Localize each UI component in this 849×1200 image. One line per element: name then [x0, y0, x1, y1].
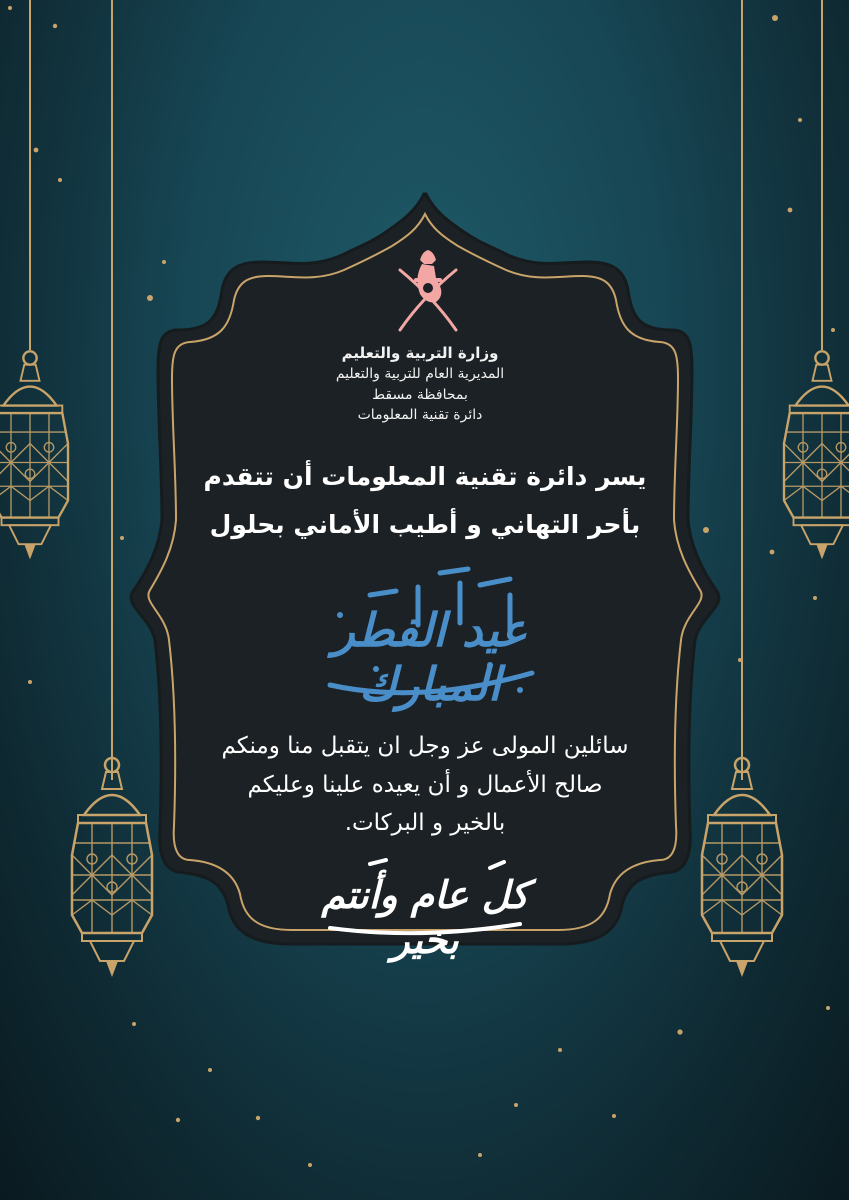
greeting-line-1: يسر دائرة تقنية المعلومات أن تتقدم: [203, 462, 647, 491]
department-name: دائرة تقنية المعلومات: [357, 407, 483, 423]
closing-calligraphy-text: كل عام وأنتم بخير: [321, 872, 529, 962]
greeting-line-2: بأحر التهاني و أطيب الأماني بحلول: [209, 510, 641, 539]
eid-calligraphy-text: عيد الفطر المبارك: [332, 603, 528, 711]
prayer-line-3: بالخير و البركات.: [344, 810, 506, 836]
prayer-line-1: سائلين المولى عز وجل ان يتقبل منا ومنكم: [221, 733, 629, 759]
governorate-name: بمحافظة مسقط: [372, 387, 468, 403]
ministry-name: وزارة التربية والتعليم: [341, 344, 499, 362]
closing-calligraphy: [290, 858, 560, 962]
oman-emblem-icon: [392, 248, 464, 334]
directorate-name: المديرية العام للتربية والتعليم: [335, 366, 505, 382]
prayer-line-2: صالح الأعمال و أن يعيده علينا وعليكم: [247, 772, 603, 798]
eid-calligraphy: [300, 565, 560, 715]
